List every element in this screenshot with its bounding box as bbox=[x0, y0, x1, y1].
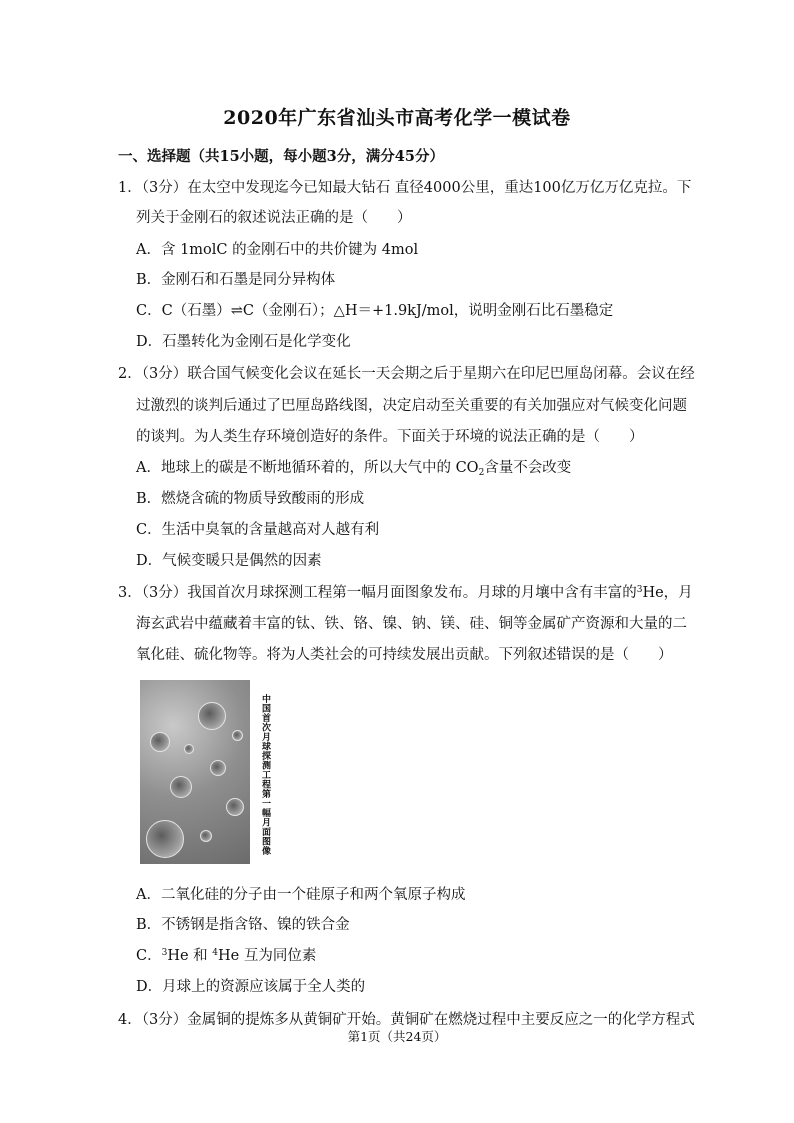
crater bbox=[210, 760, 226, 776]
q3-option-c-sup-1: 3 bbox=[161, 948, 168, 958]
q4-stem-line-1: 4．（3分）金属铜的提炼多从黄铜矿开始。黄铜矿在燃烧过程中主要反应之一的化学方程式 bbox=[118, 1012, 695, 1028]
page-footer: 第1页（共24页） bbox=[347, 1029, 447, 1044]
q2-stem-line-1: 2．（3分）联合国气候变化会议在延长一天会期之后于星期六在印尼巴厘岛闭幕。会议在经 bbox=[118, 366, 695, 382]
q2-option-c: C．生活中臭氧的含量越高对人越有利 bbox=[136, 522, 380, 538]
q3-option-c-tail: He 互为同位素 bbox=[218, 948, 317, 964]
q3-option-b: B．不锈钢是指含铬、镍的铁合金 bbox=[136, 917, 350, 933]
crater bbox=[150, 732, 170, 752]
q3-stem-line-1 bbox=[118, 581, 693, 602]
image-caption: 中国首次月球探测工程第一幅月面图像 bbox=[260, 694, 270, 856]
crater bbox=[226, 798, 244, 816]
q2-option-a-tail: 含量不会改变 bbox=[484, 460, 572, 476]
q2-option-d: D．气候变暖只是偶然的因素 bbox=[136, 553, 322, 569]
q1-stem-line-2: 列关于金刚石的叙述说法正确的是（ ） bbox=[136, 210, 412, 226]
q3-stem-line-2: 海玄武岩中蕴藏着丰富的钛、铁、铬、镍、钠、镁、硅、铜等金属矿产资源和大量的二 bbox=[136, 616, 687, 632]
lunar-surface-image bbox=[140, 680, 250, 864]
q1-option-d: D．石墨转化为金刚石是化学变化 bbox=[136, 334, 351, 350]
crater bbox=[198, 702, 226, 730]
q2-option-a bbox=[136, 456, 571, 478]
q1-stem-line-1: 1．（3分）在太空中发现迄今已知最大钻石 直径4000公里，重达100亿万亿万亿克拉。下 bbox=[118, 180, 692, 196]
q3-option-c-sup-2: 4 bbox=[212, 948, 219, 958]
exam-title: 2020年广东省汕头市高考化学一模试卷 bbox=[223, 107, 571, 129]
q1-option-b: B．金刚石和石墨是同分异构体 bbox=[136, 272, 336, 288]
q3-option-c-mid: He 和 bbox=[167, 948, 213, 964]
crater bbox=[232, 730, 243, 741]
crater bbox=[170, 776, 192, 798]
q3-stem-superscript: 3 bbox=[636, 585, 643, 595]
q2-stem-line-3: 的谈判。为人类生存环境创造好的条件。下面关于环境的说法正确的是（ ） bbox=[136, 429, 644, 445]
q3-option-c bbox=[136, 944, 316, 965]
q3-option-a: A．二氧化硅的分子由一个硅原子和两个氧原子构成 bbox=[136, 887, 466, 903]
q1-option-c: C．C（石墨）⇌C（金刚石）；△H＝+1.9kJ/mol，说明金刚石比石墨稳定 bbox=[136, 303, 614, 319]
q3-stem-line-3: 氧化硅、硫化物等。将为人类社会的可持续发展出贡献。下列叙述错误的是（ ） bbox=[136, 647, 673, 663]
section-heading: 一、选择题（共15小题，每小题3分，满分45分） bbox=[118, 148, 444, 165]
q3-stem-line-1-head: 3．（3分）我国首次月球探测工程第一幅月面图象发布。月球的月壤中含有丰富的 bbox=[118, 585, 637, 601]
q2-option-a-subscript: 2 bbox=[478, 468, 485, 478]
crater bbox=[184, 744, 194, 754]
q2-option-b: B．燃烧含硫的物质导致酸雨的形成 bbox=[136, 491, 365, 507]
q2-option-a-text: A．地球上的碳是不断地循环着的，所以大气中的 CO bbox=[136, 460, 479, 476]
q1-option-a: A．含 1molC 的金刚石中的共价键为 4mol bbox=[136, 242, 419, 258]
q3-stem-line-1-tail: He，月 bbox=[642, 585, 693, 601]
crater bbox=[200, 830, 212, 842]
q3-option-d: D．月球上的资源应该属于全人类的 bbox=[136, 979, 366, 995]
q3-option-c-label: C． bbox=[136, 948, 162, 964]
crater bbox=[146, 820, 184, 858]
q2-stem-line-2: 过激烈的谈判后通过了巴厘岛路线图，决定启动至关重要的有关加强应对气候变化问题 bbox=[136, 398, 687, 414]
